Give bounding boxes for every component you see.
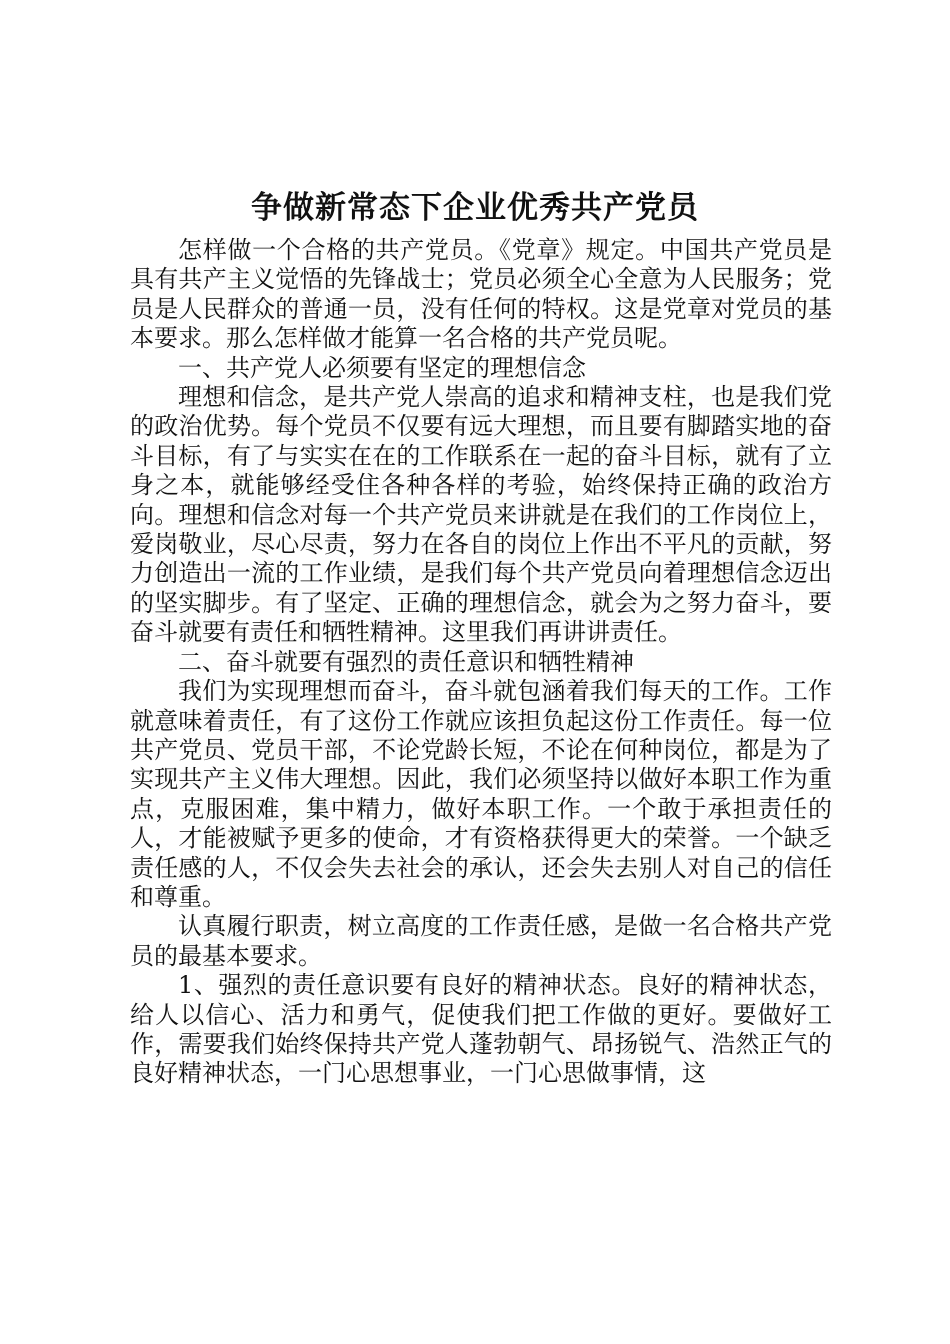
paragraph-duty: 认真履行职责，树立高度的工作责任感，是做一名合格共产党员的最基本要求。 bbox=[130, 912, 832, 970]
paragraph-responsibility: 我们为实现理想而奋斗，奋斗就包涵着我们每天的工作。工作就意味着责任，有了这份工作就应该担负起这份工作责任。每一位共产党员、党员干部，不论党龄长短，不论在何种岗位，都是为了实现共产主义伟大理想。因此，我们必须坚持以做好本职工作为重点，克服困难，集中精力，做好本职工作。一个敢于承担责任的人，才能被赋予更多的使命，才有资格获得更大的荣誉。一个缺乏责任感的人，不仅会失去社会的承认，还会失去别人对自己的信任和尊重。 bbox=[130, 677, 832, 911]
section-heading-2: 二、奋斗就要有强烈的责任意识和牺牲精神 bbox=[178, 647, 634, 676]
section-heading-1: 一、共产党人必须要有坚定的理想信念 bbox=[178, 353, 586, 382]
document-title: 争做新常态下企业优秀共产党员 bbox=[251, 190, 699, 226]
paragraph-intro: 怎样做一个合格的共产党员。《党章》规定。中国共产党员是具有共产主义觉悟的先锋战士；党员必须全心全意为人民服务；党员是人民群众的普通一员，没有任何的特权。这是党章对党员的基本要求。那么怎样做才能算一名合格的共产党员呢。 bbox=[130, 236, 832, 353]
document-body bbox=[130, 236, 832, 1089]
paragraph-ideals: 理想和信念，是共产党人崇高的追求和精神支柱，也是我们党的政治优势。每个党员不仅要有远大理想，而且要有脚踏实地的奋斗目标，有了与实实在在的工作联系在一起的奋斗目标，就有了立身之本，就能够经受住各种各样的考验，始终保持正确的政治方向。理想和信念对每一个共产党员来讲就是在我们的工作岗位上，爱岗敬业，尽心尽责，努力在各自的岗位上作出不平凡的贡献，努力创造出一流的工作业绩，是我们每个共产党员向着理想信念迈出的坚实脚步。有了坚定、正确的理想信念，就会为之努力奋斗，要奋斗就要有责任和牺牲精神。这里我们再讲讲责任。 bbox=[130, 383, 832, 647]
paragraph-spirit: 1、强烈的责任意识要有良好的精神状态。良好的精神状态，给人以信心、活力和勇气，促使我们把工作做的更好。要做好工作，需要我们始终保持共产党人蓬勃朝气、昂扬锐气、浩然正气的良好精神状态，一门心思想事业，一门心思做事情，这 bbox=[130, 971, 832, 1088]
